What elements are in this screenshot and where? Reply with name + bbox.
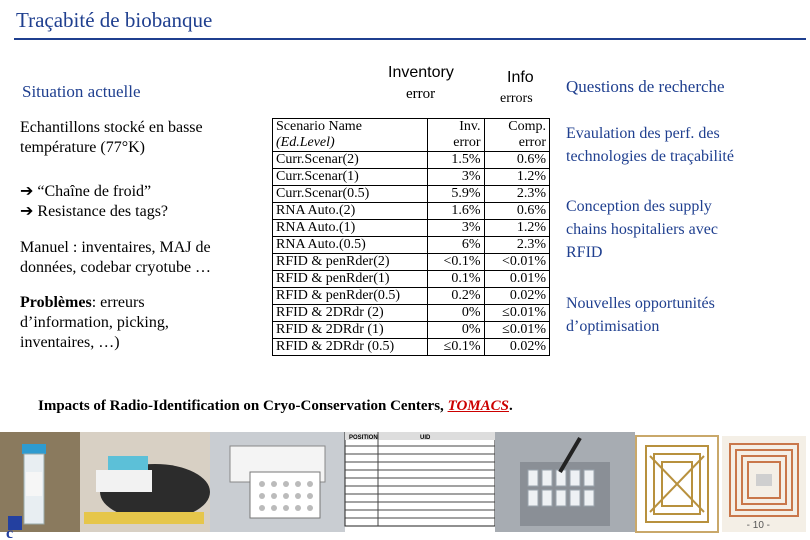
storage-text <box>20 118 203 158</box>
bullet-item: ➔ Resistance des tags? <box>20 203 169 220</box>
comp-error-cell: ≤0.01% <box>484 305 550 322</box>
scenario-cell: RFID & penRder(1) <box>273 271 428 288</box>
manual-text <box>20 238 211 278</box>
inv-error-cell: 1.5% <box>428 152 485 169</box>
col-inv-header: Inv. <box>428 119 485 136</box>
inv-error-cell: 0% <box>428 322 485 339</box>
problems-line-1: Problèmes: erreurs <box>20 294 145 311</box>
table-row <box>273 186 550 203</box>
page-number: - 10 - <box>746 520 770 531</box>
table-row <box>273 152 550 169</box>
comp-error-cell: 0.02% <box>484 288 550 305</box>
uid-label: UID <box>420 435 431 441</box>
logo-icon: c <box>6 525 14 540</box>
right-heading: Questions de recherche <box>566 77 725 96</box>
page-title: Traçabité de biobanque <box>16 8 213 32</box>
col-comp-header: Comp. <box>484 119 550 136</box>
table-row <box>273 322 550 339</box>
uid-position-label: POSITION <box>349 435 378 441</box>
comp-error-cell: 1.2% <box>484 220 550 237</box>
scenario-cell: RFID & 2DRdr (0.5) <box>273 339 428 356</box>
comp-error-cell: <0.01% <box>484 254 550 271</box>
table-row <box>273 169 550 186</box>
tube-rack-photo <box>495 432 635 532</box>
table-row <box>273 203 550 220</box>
storage-line-1: Echantillons stocké en basse <box>20 119 203 136</box>
caption: Impacts of Radio-Identification on Cryo-Conservation Centers, TOMACS. <box>38 398 513 414</box>
col-inv-subheader: error <box>428 135 485 152</box>
table-row <box>273 254 550 271</box>
comp-error-cell: 2.3% <box>484 186 550 203</box>
inv-error-cell: 0.2% <box>428 288 485 305</box>
table-row <box>273 339 550 356</box>
table-row <box>273 305 550 322</box>
col-comp-subheader: error <box>484 135 550 152</box>
info-subheader: errors <box>500 91 533 106</box>
table-row <box>273 237 550 254</box>
inv-error-cell: 6% <box>428 237 485 254</box>
research-item-2: Conception des supply chains hospitaliers avec RFID <box>566 198 718 261</box>
scenario-cell: RNA Auto.(2) <box>273 203 428 220</box>
scenario-cell: Curr.Scenar(2) <box>273 152 428 169</box>
inv-error-cell: 1.6% <box>428 203 485 220</box>
problems-line-3: inventaires, …) <box>20 334 120 351</box>
tube-rack-hand-photo <box>80 432 210 532</box>
inv-error-cell: 0% <box>428 305 485 322</box>
comp-error-cell: 0.01% <box>484 271 550 288</box>
photo-strip <box>0 432 810 540</box>
arrow-icon: ➔ <box>20 203 38 220</box>
comp-error-cell: 1.2% <box>484 169 550 186</box>
manual-line-2: données, codebar cryotube … <box>20 259 212 276</box>
research-item-3: Nouvelles opportunités d’optimisation <box>566 295 715 335</box>
scenario-cell: RFID & 2DRdr (1) <box>273 322 428 339</box>
comp-error-cell: 0.6% <box>484 152 550 169</box>
title-underline <box>14 38 806 40</box>
inventory-header: Inventory <box>388 64 454 81</box>
table-header-row <box>273 119 550 136</box>
scenario-cell: RFID & penRder(0.5) <box>273 288 428 305</box>
inv-error-cell: 5.9% <box>428 186 485 203</box>
comp-error-cell: 0.6% <box>484 203 550 220</box>
scenario-cell: RFID & penRder(2) <box>273 254 428 271</box>
inv-error-cell: ≤0.1% <box>428 339 485 356</box>
inv-error-cell: <0.1% <box>428 254 485 271</box>
bullet-item: ➔ “Chaîne de froid” <box>20 183 152 200</box>
table-row <box>273 288 550 305</box>
comp-error-cell: 2.3% <box>484 237 550 254</box>
problems-line-2: d’information, picking, <box>20 314 169 331</box>
caption-project-name: TOMACS <box>447 398 509 414</box>
left-heading: Situation actuelle <box>22 82 141 101</box>
arrow-icon: ➔ <box>20 183 38 200</box>
table-header-row <box>273 135 550 152</box>
rfid-coil-photo <box>722 436 806 532</box>
problems-text <box>20 293 169 353</box>
inv-error-cell: 0.1% <box>428 271 485 288</box>
manual-line-1: Manuel : inventaires, MAJ de <box>20 239 211 256</box>
rfid-tag-photo <box>636 436 718 532</box>
rfid-reader-photo <box>210 432 345 532</box>
scenario-cell: Curr.Scenar(1) <box>273 169 428 186</box>
scenario-cell: Curr.Scenar(0.5) <box>273 186 428 203</box>
scenario-cell: RNA Auto.(0.5) <box>273 237 428 254</box>
uid-list-photo <box>345 432 495 526</box>
col-scenario-header: Scenario Name <box>273 119 428 136</box>
scenario-cell: RNA Auto.(1) <box>273 220 428 237</box>
inv-error-cell: 3% <box>428 220 485 237</box>
scenario-cell: RFID & 2DRdr (2) <box>273 305 428 322</box>
info-header: Info <box>507 69 534 86</box>
comp-error-cell: ≤0.01% <box>484 322 550 339</box>
inv-error-cell: 3% <box>428 169 485 186</box>
col-scenario-subheader: (Ed.Level) <box>273 135 428 152</box>
bullet-list <box>20 182 168 222</box>
table-row <box>273 220 550 237</box>
cryotube-photo <box>0 432 80 532</box>
table-row <box>273 271 550 288</box>
comp-error-cell: 0.02% <box>484 339 550 356</box>
inventory-subheader: error <box>406 86 436 102</box>
results-table <box>272 118 550 356</box>
research-item-1: Evaulation des perf. des technologies de traçabilité <box>566 125 734 165</box>
storage-line-2: température (77°K) <box>20 139 146 156</box>
